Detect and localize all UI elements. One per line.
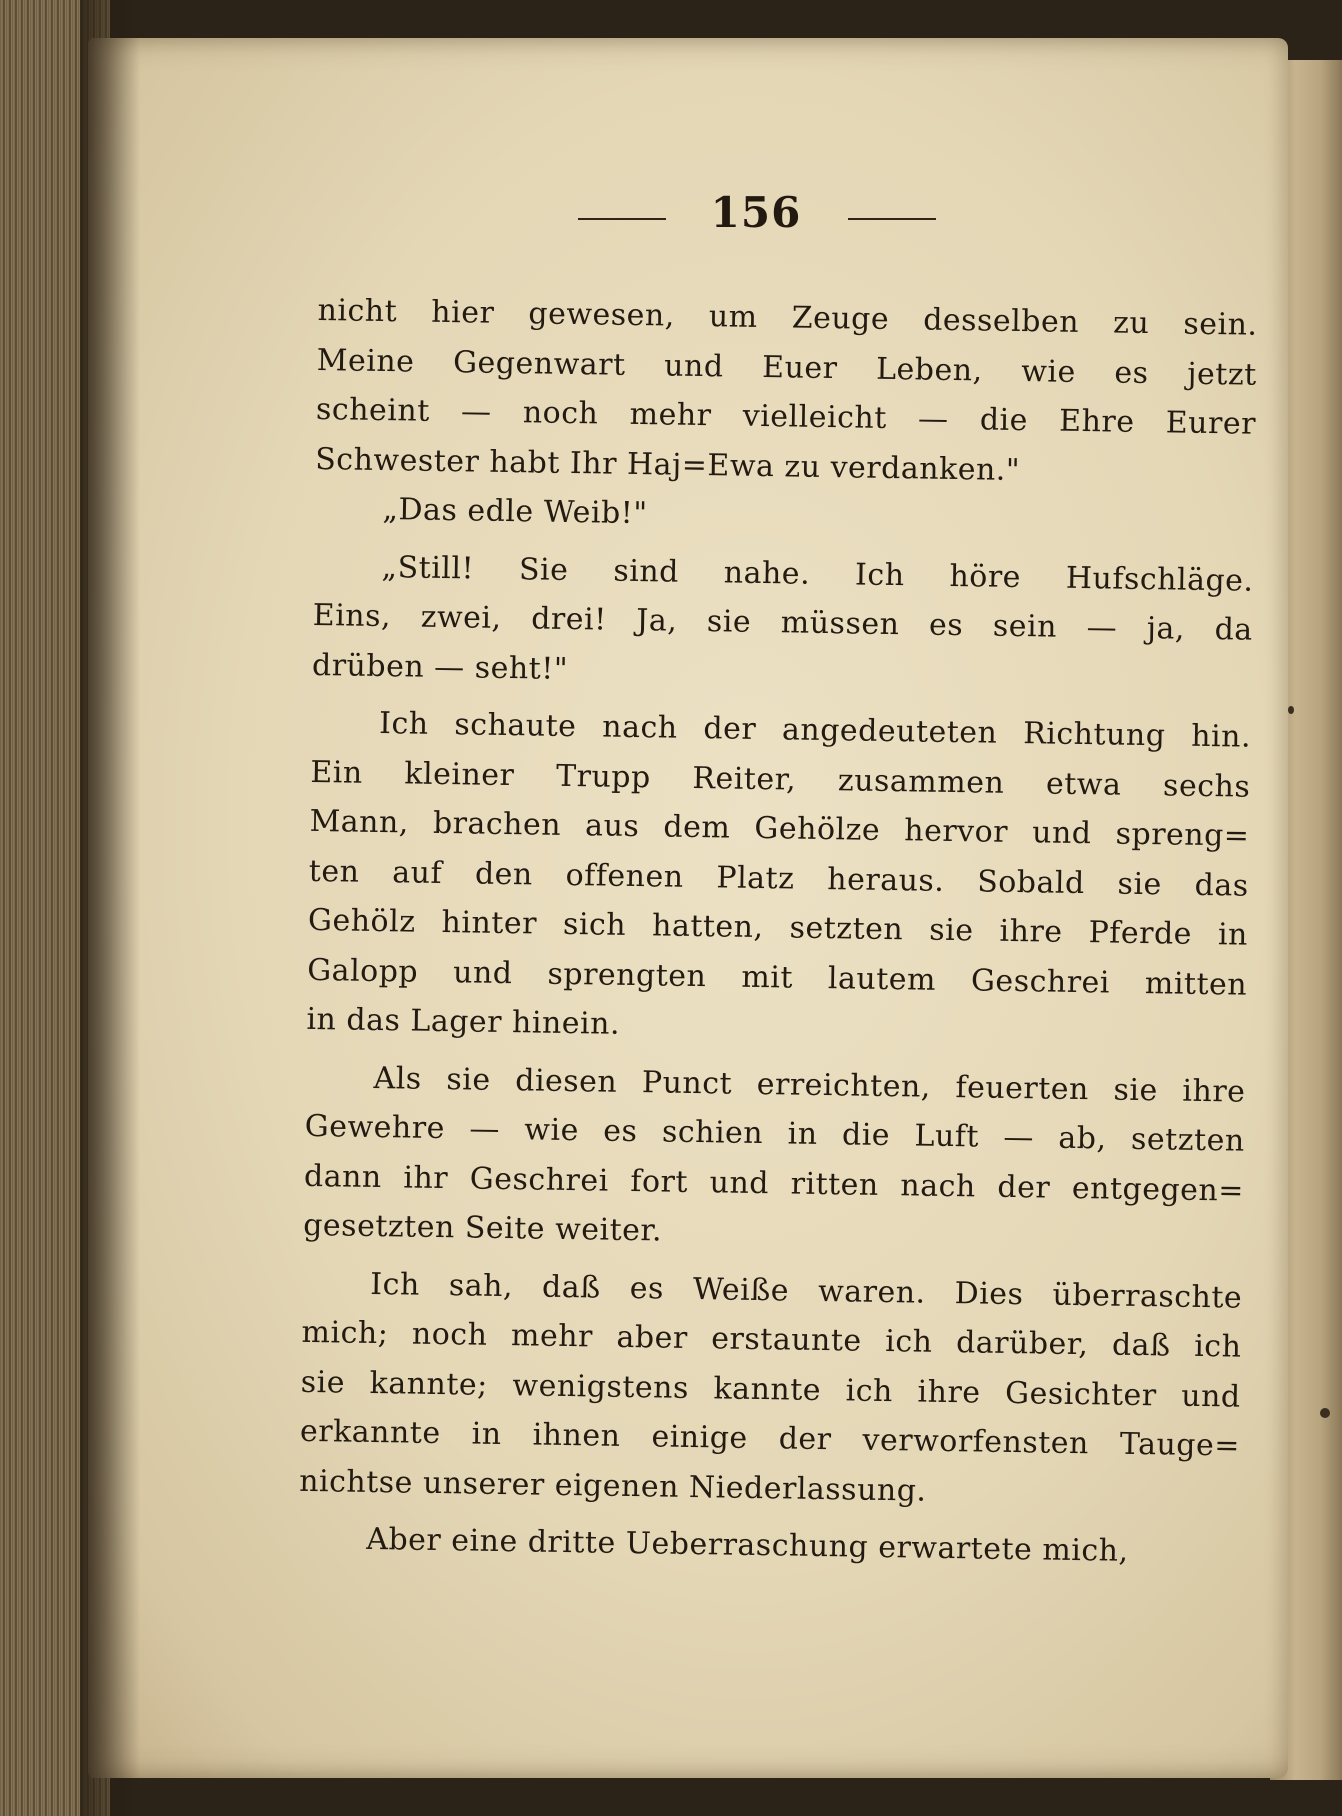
- text-line: nichtse unserer eigenen Niederlassung.: [298, 1463, 927, 1509]
- text-line: Ich schaute nach der angedeuteten Richtung hin.: [378, 706, 1252, 755]
- page-number: 156: [710, 188, 802, 237]
- text-line: „Das edle Weib!": [382, 492, 648, 532]
- paper-speck: [1320, 1408, 1330, 1418]
- text-line: „Still! Sie sind nahe. Ich höre Hufschläge.: [381, 549, 1254, 599]
- text-line: nicht hier gewesen, um Zeuge desselben zu sein.: [317, 292, 1258, 343]
- text-line: scheint — noch mehr vielleicht — die Ehre Eurer: [315, 391, 1257, 442]
- text-line: erkannte in ihnen einige der verworfensten Tauge=: [299, 1413, 1241, 1464]
- header-rule-left: [578, 218, 666, 220]
- text-line: in das Lager hinein.: [306, 1001, 621, 1042]
- text-line: Gewehre — wie es schien in die Luft — ab, setzten: [304, 1108, 1245, 1159]
- text-line: gesetzten Seite weiter.: [302, 1207, 663, 1249]
- text-line: Als sie diesen Punct erreichten, feuerten sie ihre: [373, 1060, 1246, 1110]
- text-line: Ich sah, daß es Weiße waren. Dies überraschte: [370, 1266, 1243, 1316]
- text-line: Gehölz hinter sich hatten, setzten sie ihre Pferde in: [307, 902, 1249, 953]
- body-text: [298, 286, 1258, 1578]
- text-line: Meine Gegenwart und Euer Leben, wie es jetzt: [316, 342, 1257, 393]
- page-header: [88, 188, 1288, 248]
- book-page: [88, 38, 1288, 1778]
- text-line: drüben — seht!": [311, 647, 569, 687]
- header-rule-right: [848, 218, 936, 220]
- spine-shadow: [80, 0, 140, 1816]
- text-line: sie kannte; wenigstens kannte ich ihre Gesichter und: [300, 1364, 1241, 1415]
- text-line: Mann, brachen aus dem Gehölze hervor und spreng=: [309, 803, 1250, 854]
- text-line: dann ihr Geschrei fort und ritten nach der entgegen=: [303, 1158, 1245, 1209]
- text-line: Schwester habt Ihr Haj=Ewa zu verdanken.": [315, 441, 1021, 488]
- text-line: Galopp und sprengten mit lautem Geschrei mitten: [306, 952, 1248, 1003]
- text-line: Aber eine dritte Ueberraschung erwartete mich,: [366, 1521, 1129, 1569]
- text-line: mich; noch mehr aber erstaunte ich darüber, daß ich: [301, 1314, 1242, 1365]
- paper-speck: [1288, 706, 1294, 714]
- text-line: Ein kleiner Trupp Reiter, zusammen etwa sechs: [310, 754, 1251, 805]
- text-line: ten auf den offenen Platz heraus. Sobald sie das: [308, 853, 1249, 904]
- text-line: Eins, zwei, drei! Ja, sie müssen es sein — ja, da: [312, 597, 1253, 648]
